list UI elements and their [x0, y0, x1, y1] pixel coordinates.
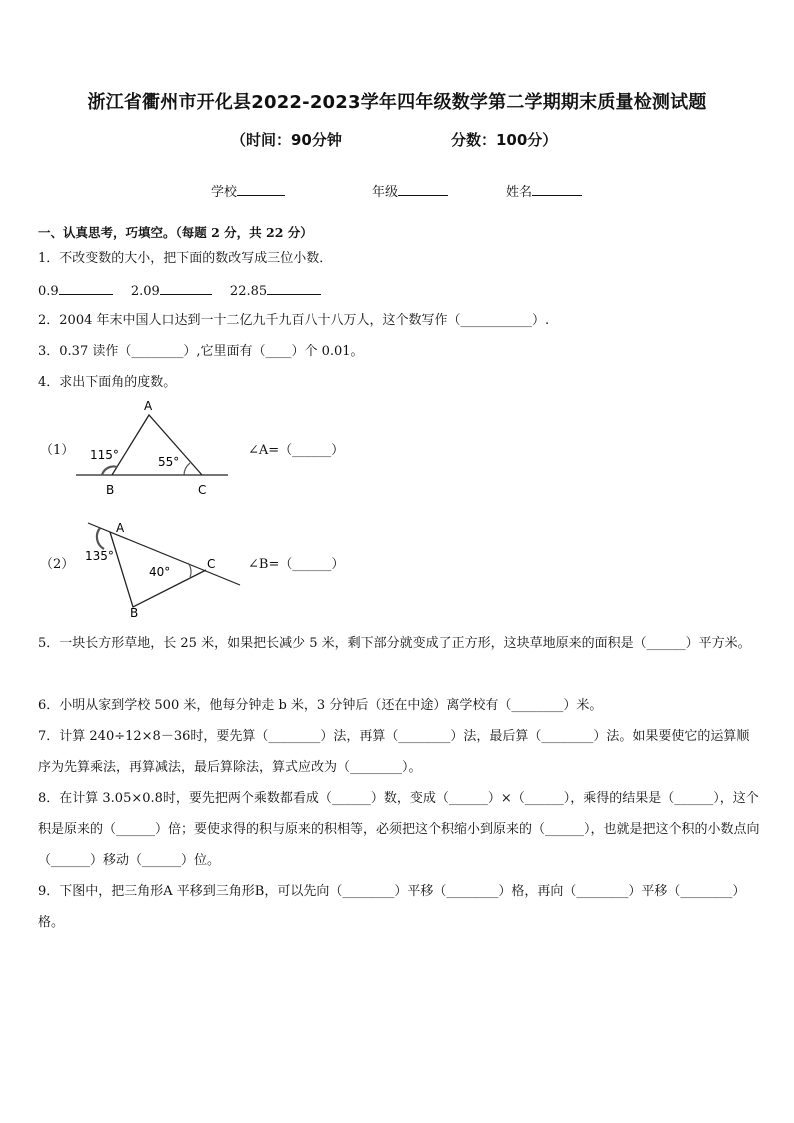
grade-blank [398, 183, 448, 196]
q4-part1-number: （1） [40, 443, 75, 458]
q1-blank-c [267, 282, 321, 295]
name-label: 姓名 [506, 185, 533, 200]
school-blank [237, 183, 285, 196]
q4-part1-answer: ∠A=（______） [248, 443, 345, 458]
fig1-label-c: C [198, 483, 207, 497]
fig1-angle-55: 55° [158, 455, 180, 469]
question-7: 7．计算 240÷12×8－36时，要先算（________）法，再算（________）法，最后算（________）法。如果要使它的运算顺序为先算乘法，再算减法，最后算除法，算式应改为（________）。 [38, 729, 750, 775]
question-5: 5．一块长方形草地，长 25 米，如果把长减少 5 米，剩下部分就变成了正方形，这块草地原来的面积是（______）平方米。 [38, 636, 751, 651]
name-blank [532, 183, 582, 196]
grade-label: 年级 [372, 185, 399, 200]
question-2: 2．2004 年末中国人口达到一十二亿九千九百八十八万人，这个数写作（___________）. [38, 313, 550, 328]
grade-field [372, 181, 448, 200]
q1-item-b: 2.09 [130, 284, 160, 299]
fig1-label-b: B [106, 483, 115, 497]
score-label: 分数：100分） [451, 131, 558, 149]
q1-blank-a [59, 282, 113, 295]
triangle-figure-2 [80, 515, 250, 620]
question-8: 8．在计算 3.05×0.8时，要先把两个乘数都看成（______）数，变成（______）×（______），乘得的结果是（______），这个积是原来的（______）倍；要使求得的积与原来的积相等，必须把这个积缩小到原来的（______），也就是把这个积的小数点向（______）移动（______）位。 [38, 791, 760, 868]
question-6: 6．小明从家到学校 500 米，他每分钟走 b 米，3 分钟后（还在中途）离学校有（________）米。 [38, 698, 603, 713]
q1-item-c: 22.85 [229, 284, 268, 299]
fig2-label-a: A [116, 521, 125, 535]
name-field [506, 181, 582, 200]
question-4: 4．求出下面角的度数。 [38, 375, 177, 390]
page-title: 浙江省衢州市开化县2022-2023学年四年级数学第二学期期末质量检测试题 [87, 92, 707, 113]
school-field [211, 181, 285, 200]
q1-blank-b [160, 282, 212, 295]
fig2-angle-40: 40° [149, 565, 171, 579]
fig2-label-b: B [130, 606, 139, 620]
q4-part2-answer: ∠B=（______） [248, 557, 345, 572]
fig2-angle-135: 135° [85, 549, 114, 563]
fig1-angle-115: 115° [90, 448, 119, 462]
triangle-figure-1 [70, 395, 240, 500]
question-3: 3．0.37 读作（________）,它里面有（____）个 0.01。 [38, 344, 364, 359]
q4-part2-number: （2） [40, 557, 75, 572]
time-label: （时间：90分钟 [231, 131, 342, 149]
fig2-label-c: C [207, 557, 216, 571]
question-1: 1．不改变数的大小，把下面的数改写成三位小数． [38, 251, 333, 266]
school-label: 学校 [211, 185, 238, 200]
q1-item-a: 0.9 [38, 284, 59, 299]
fig1-label-a: A [144, 399, 153, 413]
question-9: 9．下图中，把三角形A 平移到三角形B，可以先向（________）平移（________）格，再向（________）平移（________）格。 [38, 884, 746, 930]
section-title: 一、认真思考，巧填空。（每题 2 分，共 22 分） [38, 225, 313, 240]
question-1-items [38, 282, 321, 301]
